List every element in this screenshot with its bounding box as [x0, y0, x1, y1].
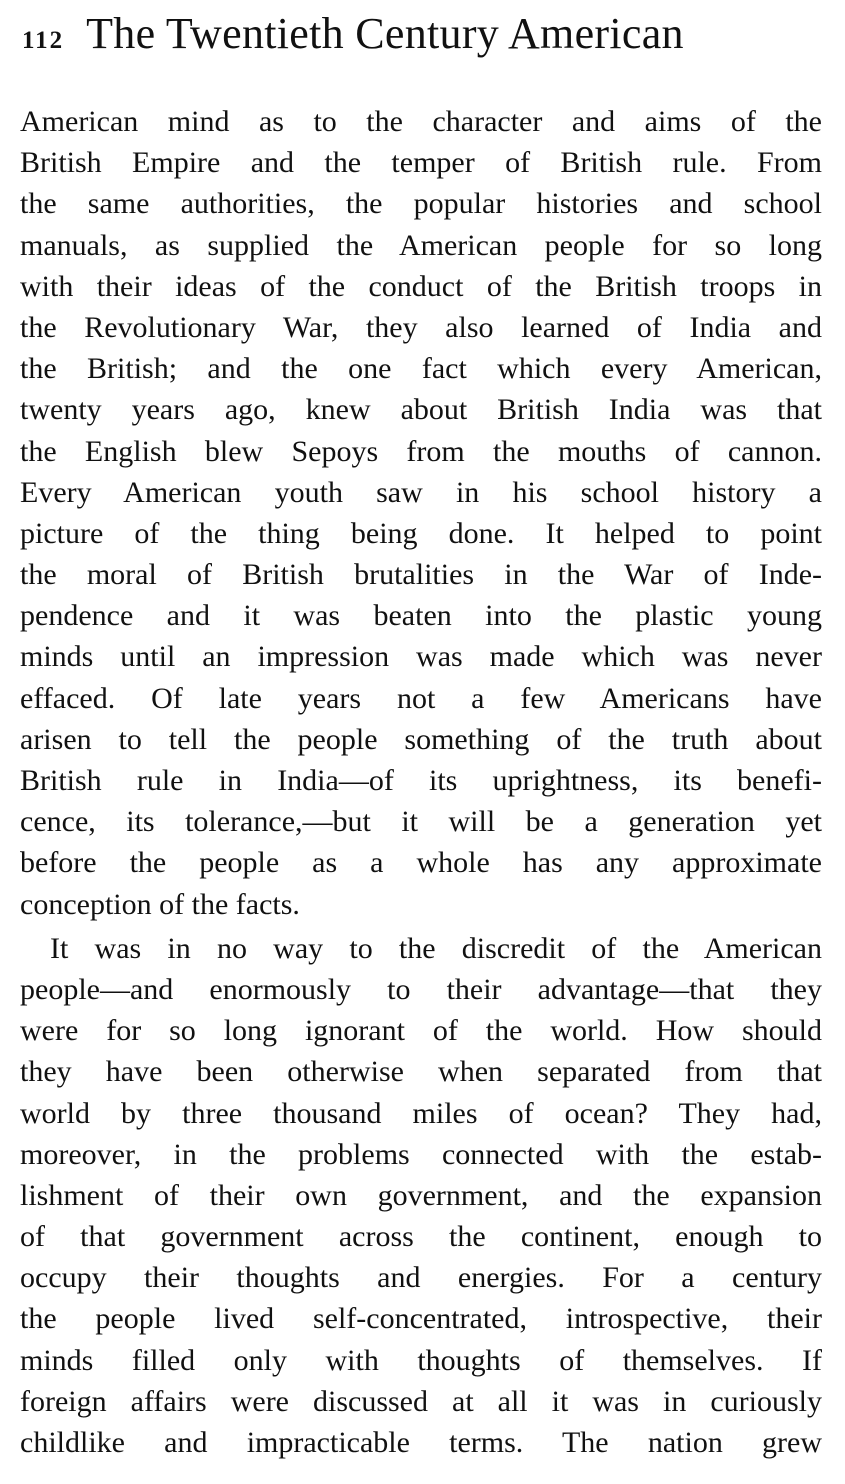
text-line: It was in no way to the discredit of the American	[50, 931, 822, 965]
text-line: lishment of their own government, and the expansion	[20, 1178, 822, 1212]
text-line: Every American youth saw in his school history a	[20, 475, 822, 509]
text-line: they have been otherwise when separated from that	[20, 1055, 822, 1089]
text-line: world by three thousand miles of ocean? They had,	[20, 1096, 822, 1130]
text-line: childlike and impracticable terms. The nation grew	[20, 1426, 822, 1459]
text-line: the moral of British brutalities in the War of Inde-	[20, 558, 822, 592]
text-line: conception of the facts.	[20, 887, 300, 921]
text-line: British rule in India—of its uprightness, its benefi-	[20, 764, 822, 797]
text-line: the English blew Sepoys from the mouths of cannon.	[20, 434, 822, 468]
text-line: minds filled only with thoughts of themselves. If	[20, 1343, 822, 1377]
page-number: 112	[22, 27, 65, 54]
running-title: The Twentieth Century American	[86, 9, 684, 58]
text-line: the Revolutionary War, they also learned of India and	[20, 310, 822, 344]
running-head	[22, 8, 822, 68]
text-line: arisen to tell the people something of the truth about	[20, 722, 822, 756]
text-line: the British; and the one fact which every American,	[20, 352, 822, 386]
text-line: American mind as to the character and aims of the	[20, 105, 822, 138]
text-line: cence, its tolerance,—but it will be a generation yet	[20, 805, 822, 839]
text-line: before the people as a whole has any approximate	[20, 846, 822, 880]
text-line: people—and enormously to their advantage—that they	[20, 972, 822, 1006]
text-line: occupy their thoughts and energies. For a century	[20, 1261, 822, 1295]
paragraph	[20, 101, 822, 925]
text-line: pendence and it was beaten into the plastic young	[20, 599, 822, 633]
text-line: of that government across the continent, enough to	[20, 1220, 822, 1254]
text-line: the same authorities, the popular histories and school	[20, 187, 822, 221]
text-line: were for so long ignorant of the world. How should	[20, 1014, 822, 1048]
text-line: effaced. Of late years not a few Americans have	[20, 681, 822, 715]
text-line: British Empire and the temper of British rule. From	[20, 146, 822, 180]
text-line: manuals, as supplied the American people for so long	[20, 228, 822, 262]
text-line: the people lived self-concentrated, introspective, their	[20, 1302, 822, 1336]
paragraph	[20, 928, 822, 1463]
text-line: moreover, in the problems connected with the estab-	[20, 1137, 822, 1171]
text-line: foreign affairs were discussed at all it was in curiously	[20, 1384, 822, 1418]
body-text	[20, 101, 822, 1463]
text-line: picture of the thing being done. It helped to point	[20, 516, 822, 550]
text-line: twenty years ago, knew about British India was that	[20, 393, 822, 427]
text-line: minds until an impression was made which was never	[20, 640, 822, 674]
text-line: with their ideas of the conduct of the British troops in	[20, 269, 822, 303]
